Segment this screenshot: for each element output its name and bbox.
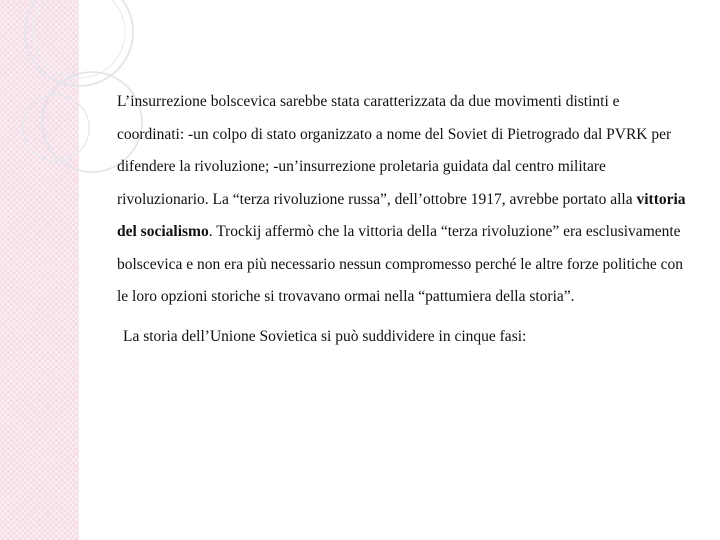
paragraph-phases-intro: La storia dell’Unione Sovietica si può suddividere in cinque fasi:	[123, 327, 527, 345]
paragraph-insurrection-part-1: L’insurrezione bolscevica sarebbe stata caratterizzata da due movimenti distinti e coordinati: -un colpo di stato organizzato a nome del Soviet di Pietrogrado dal PVRK per difendere la rivoluzione; -un’insurrezione proletaria guidata dal centro militare rivoluzionario. La “terza rivoluzione russa”, dell’ottobre 1917, avrebbe portato alla	[117, 93, 672, 208]
ring-small	[23, 95, 89, 161]
paragraph-insurrection	[117, 86, 687, 314]
emphasis-victory-socialism: vittoria del socialismo	[117, 190, 686, 240]
paragraph-insurrection-part-2: . Trockij affermò che la vittoria della “terza rivoluzione” era esclusivamente bolscevica e non era più necessario nessun compromesso perché le altre forze politiche con le loro opzioni storiche si trovavano ormai nella “pattumiera della storia”.	[117, 223, 683, 305]
ring-large-inner	[33, 0, 125, 78]
slide-text	[117, 86, 687, 353]
